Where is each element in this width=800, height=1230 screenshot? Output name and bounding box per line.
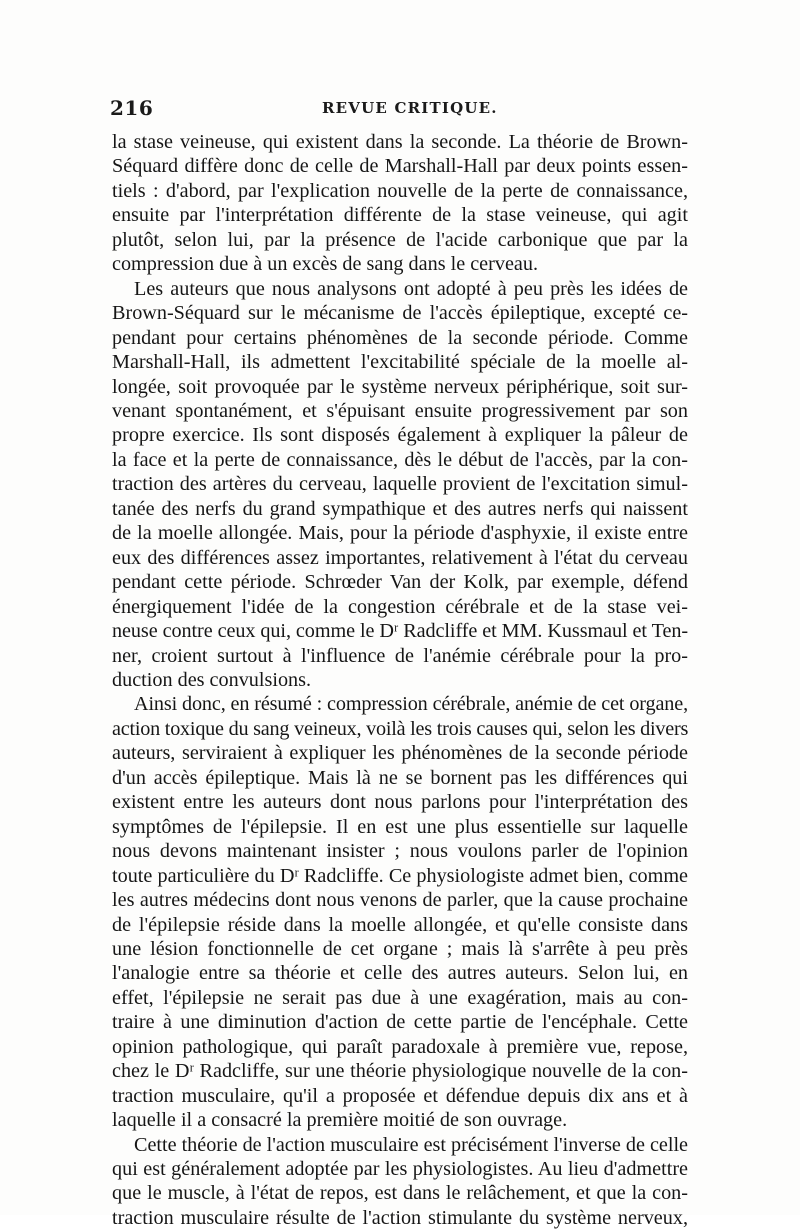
running-head: REVUE CRITIQUE. <box>322 99 498 117</box>
text-line: énergiquement l'idée de la congestion cérébrale et de la stase vei- <box>112 595 688 618</box>
body-text <box>112 130 688 1230</box>
text-line: neuse contre ceux qui, comme le Dʳ Radcliffe et MM. Kussmaul et Ten- <box>112 620 688 643</box>
text-line: venant spontanément, et s'épuisant ensuite progressivement par son <box>112 399 688 422</box>
text-line: Séquard diffère donc de celle de Marshall-Hall par deux points essen- <box>112 155 688 178</box>
text-line: ensuite par l'interprétation différente de la stase veineuse, qui agit <box>112 204 688 227</box>
page-header <box>110 96 690 122</box>
text-line: pendant pour certains phénomènes de la seconde période. Comme <box>112 326 688 349</box>
text-line: Brown-Séquard sur le mécanisme de l'accès épileptique, excepté ce- <box>112 302 688 325</box>
text-line: opinion pathologique, qui paraît paradoxale à première vue, repose, <box>112 1035 688 1058</box>
text-line: d'un accès épileptique. Mais là ne se bornent pas les différences qui <box>112 766 688 789</box>
text-line: propre exercice. Ils sont disposés également à expliquer la pâleur de <box>112 424 688 447</box>
text-line: pendant cette période. Schrœder Van der Kolk, par exemple, défend <box>112 571 688 594</box>
text-line: la face et la perte de connaissance, dès le début de l'accès, par la con- <box>112 448 688 471</box>
text-line: les autres médecins dont nous venons de parler, que la cause prochaine <box>112 889 688 912</box>
text-line: que le muscle, à l'état de repos, est dans le relâchement, et que la con- <box>112 1182 688 1205</box>
text-line: duction des convulsions. <box>112 668 312 691</box>
text-line: traction des artères du cerveau, laquelle provient de l'excitation simul- <box>112 473 688 496</box>
text-line: qui est généralement adoptée par les physiologistes. Au lieu d'admettre <box>112 1158 688 1181</box>
text-line: l'analogie entre sa théorie et celle des autres auteurs. Selon lui, en <box>112 962 688 985</box>
text-line: de l'épilepsie réside dans la moelle allongée, et qu'elle consiste dans <box>112 913 688 936</box>
text-line: effet, l'épilepsie ne serait pas due à une exagération, mais au con- <box>112 986 688 1009</box>
text-line: Les auteurs que nous analysons ont adopté à peu près les idées de <box>134 277 688 300</box>
text-line: compression due à un excès de sang dans le cerveau. <box>112 253 539 276</box>
page-number: 216 <box>110 96 154 120</box>
text-line: ner, croient surtout à l'influence de l'anémie cérébrale pour la pro- <box>112 644 688 667</box>
text-line: chez le Dʳ Radcliffe, sur une théorie physiologique nouvelle de la con- <box>112 1060 688 1083</box>
text-line: plutôt, selon lui, par la présence de l'acide carbonique que par la <box>112 228 688 251</box>
text-line: eux des différences assez importantes, relativement à l'état du cerveau <box>112 546 688 569</box>
text-line: la stase veineuse, qui existent dans la seconde. La théorie de Brown- <box>112 131 688 153</box>
text-line: Ainsi donc, en résumé : compression cérébrale, anémie de cet organe, <box>134 693 688 716</box>
text-line: de la moelle allongée. Mais, pour la période d'asphyxie, il existe entre <box>112 522 688 545</box>
text-line: traction musculaire, qu'il a proposée et défendue depuis dix ans et à <box>112 1084 688 1107</box>
text-line: action toxique du sang veineux, voilà les trois causes qui, selon les divers <box>112 717 689 740</box>
text-line: nous devons maintenant insister ; nous voulons parler de l'opinion <box>112 840 688 863</box>
text-line: Cette théorie de l'action musculaire est précisément l'inverse de celle <box>134 1133 688 1156</box>
text-line: laquelle il a consacré la première moitié de son ouvrage. <box>112 1109 568 1132</box>
text-line: traction musculaire résulte de l'action stimulante du système nerveux, <box>112 1206 688 1229</box>
text-line: toute particulière du Dʳ Radcliffe. Ce physiologiste admet bien, comme <box>112 864 688 887</box>
text-line: existent entre les auteurs dont nous parlons pour l'interprétation des <box>112 791 688 814</box>
text-line: tanée des nerfs du grand sympathique et des autres nerfs qui naissent <box>112 497 688 520</box>
text-line: une lésion fonctionnelle de cet organe ; mais là s'arrête à peu près <box>112 937 688 960</box>
text-line: Marshall-Hall, ils admettent l'excitabilité spéciale de la moelle al- <box>112 351 688 374</box>
text-line: auteurs, serviraient à expliquer les phénomènes de la seconde période <box>112 742 688 765</box>
text-line: traire à une diminution d'action de cette partie de l'encéphale. Cette <box>112 1011 688 1034</box>
text-line: symptômes de l'épilepsie. Il en est une plus essentielle sur laquelle <box>112 815 688 838</box>
text-line: longée, soit provoquée par le système nerveux périphérique, soit sur- <box>112 375 688 398</box>
text-line: tiels : d'abord, par l'explication nouvelle de la perte de connaissance, <box>112 179 688 202</box>
